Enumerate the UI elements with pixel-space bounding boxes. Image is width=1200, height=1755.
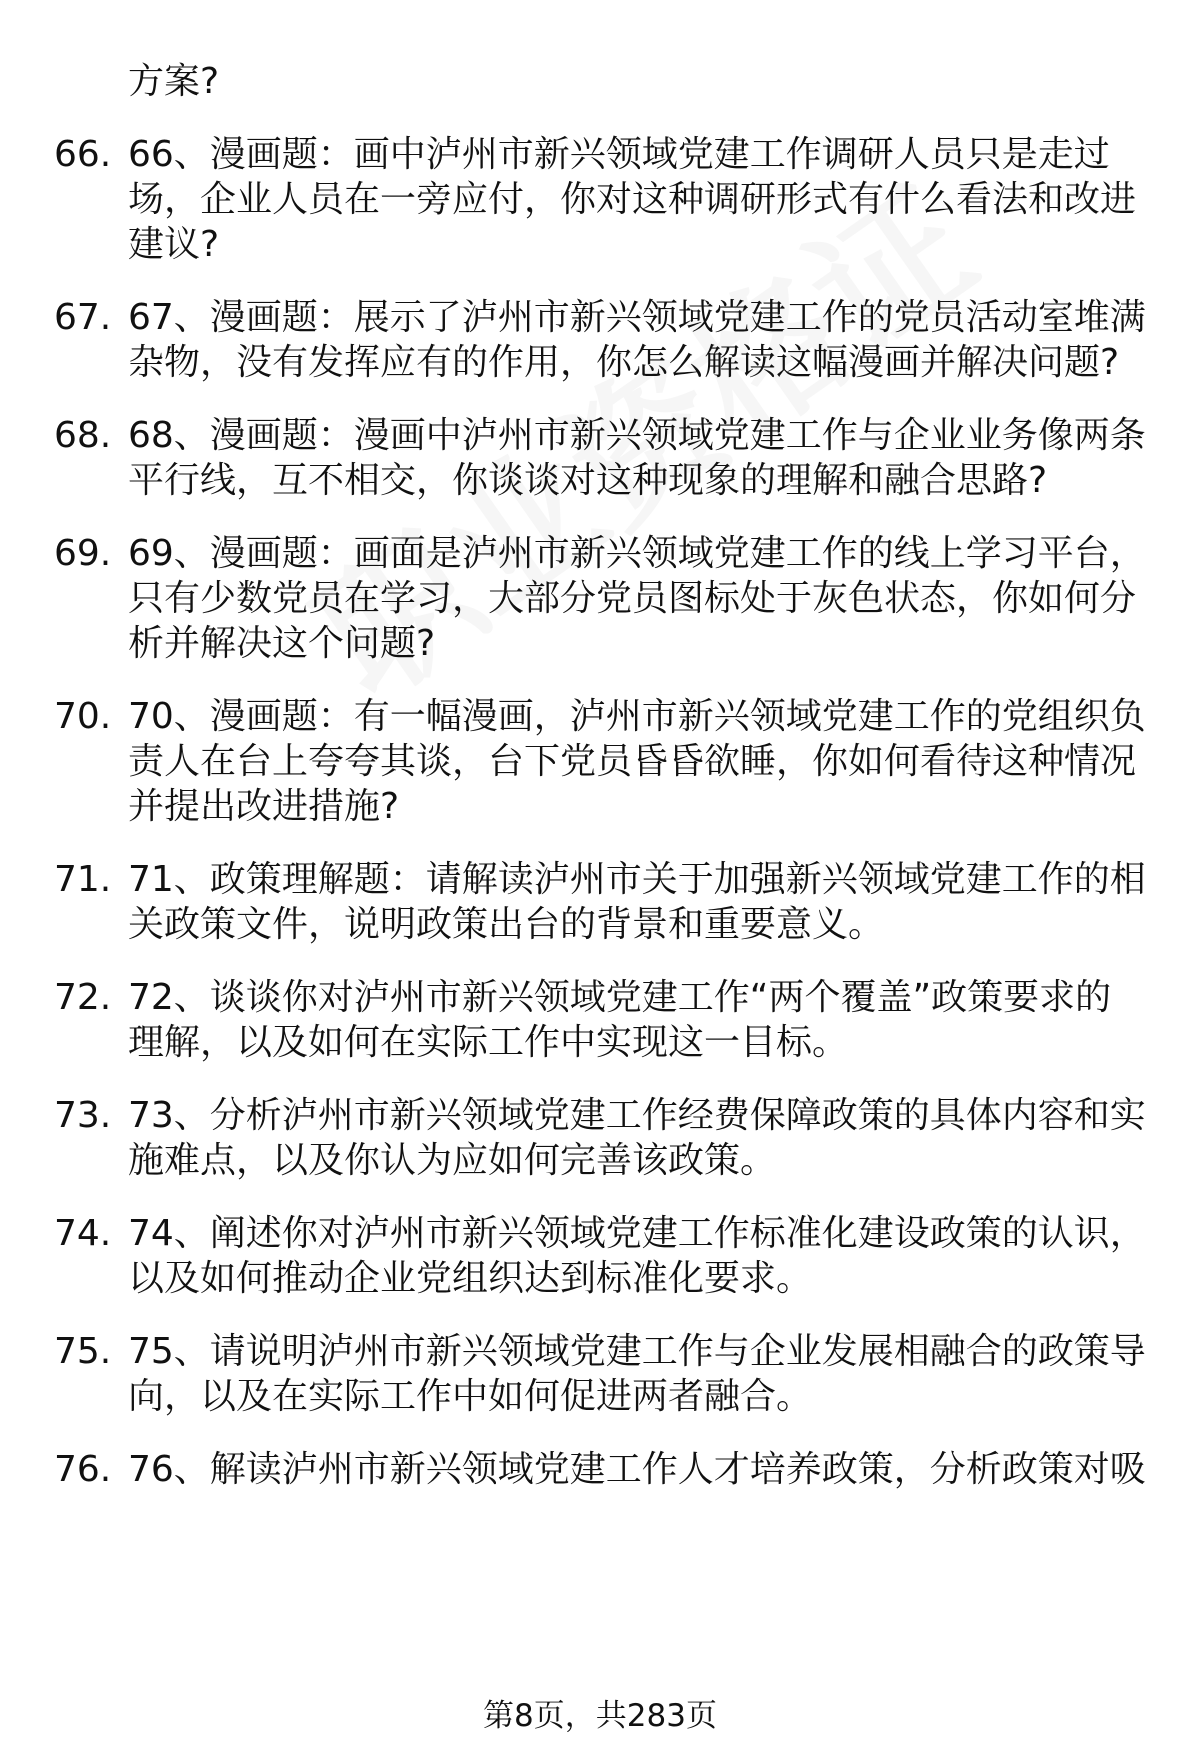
item-line: 76、解读泸州市新兴领域党建工作人才培养政策，分析政策对吸	[128, 1449, 1146, 1490]
item-line: 析并解决这个问题?	[128, 623, 436, 664]
item-number: 74.	[54, 1213, 112, 1254]
item-line: 杂物，没有发挥应有的作用，你怎么解读这幅漫画并解决问题?	[128, 342, 1120, 383]
item-line: 68、漫画题：漫画中泸州市新兴领域党建工作与企业业务像两条	[128, 415, 1146, 456]
item-number: 75.	[54, 1331, 112, 1372]
item-number: 69.	[54, 533, 112, 574]
item-line: 建议?	[128, 224, 220, 265]
item-line: 69、漫画题：画面是泸州市新兴领域党建工作的线上学习平台，	[128, 533, 1146, 574]
item-number: 68.	[54, 415, 112, 456]
item-line: 70、漫画题：有一幅漫画，泸州市新兴领域党建工作的党组织负	[128, 696, 1146, 737]
item-line: 关政策文件，说明政策出台的背景和重要意义。	[128, 904, 885, 945]
item-line: 73、分析泸州市新兴领域党建工作经费保障政策的具体内容和实	[128, 1095, 1146, 1136]
item-line: 71、政策理解题：请解读泸州市关于加强新兴领域党建工作的相	[128, 859, 1146, 900]
item-line: 并提出改进措施?	[128, 786, 400, 827]
item-number: 70.	[54, 696, 112, 737]
item-number: 73.	[54, 1095, 112, 1136]
item-line: 理解，以及如何在实际工作中实现这一目标。	[128, 1022, 849, 1063]
continuation-text: 方案?	[128, 61, 220, 102]
item-number: 76.	[54, 1449, 112, 1490]
item-line: 责人在台上夸夸其谈，台下党员昏昏欲睡，你如何看待这种情况	[128, 741, 1137, 782]
item-line: 74、阐述你对泸州市新兴领域党建工作标准化建设政策的认识，	[128, 1213, 1146, 1254]
item-line: 平行线，互不相交，你谈谈对这种现象的理解和融合思路?	[128, 460, 1048, 501]
item-line: 66、漫画题：画中泸州市新兴领域党建工作调研人员只是走过	[128, 134, 1110, 175]
page-footer: 第8页，共283页	[483, 1698, 717, 1734]
item-line: 施难点，以及你认为应如何完善该政策。	[128, 1140, 777, 1181]
item-line: 以及如何推动企业党组织达到标准化要求。	[128, 1258, 813, 1299]
item-line: 向，以及在实际工作中如何促进两者融合。	[128, 1376, 813, 1417]
item-number: 72.	[54, 977, 112, 1018]
item-line: 只有少数党员在学习，大部分党员图标处于灰色状态，你如何分	[128, 578, 1137, 619]
item-number: 67.	[54, 297, 112, 338]
item-line: 75、请说明泸州市新兴领域党建工作与企业发展相融合的政策导	[128, 1331, 1146, 1372]
item-line: 67、漫画题：展示了泸州市新兴领域党建工作的党员活动室堆满	[128, 297, 1146, 338]
item-number: 66.	[54, 134, 112, 175]
item-line: 场，企业人员在一旁应付，你对这种调研形式有什么看法和改进	[128, 179, 1137, 220]
item-line: 72、谈谈你对泸州市新兴领域党建工作“两个覆盖”政策要求的	[128, 977, 1112, 1018]
item-number: 71.	[54, 859, 112, 900]
